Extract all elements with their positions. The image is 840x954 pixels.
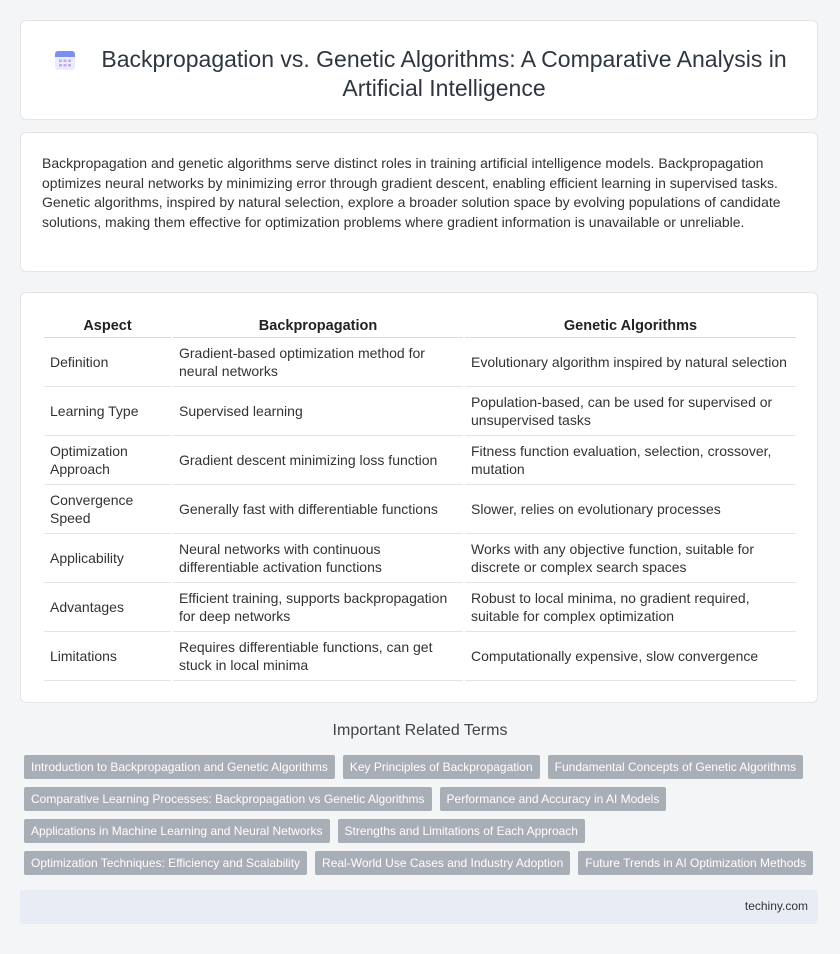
table-header-row [44, 315, 796, 338]
comparison-card [20, 292, 818, 703]
table-cell: Requires differentiable functions, can get stuck in local minima [173, 632, 463, 681]
related-terms-title: Important Related Terms [332, 722, 508, 739]
intro-text: Backpropagation and genetic algorithms serve distinct roles in training artificial intelligence models. Backpropagation optimizes neural networks by minimizing error through gradient descent, enabling efficient learning in supervised tasks. Genetic algorithms, inspired by natural selection, explore a broader solution space by evolving populations of candidate solutions, making them effective for optimization problems where gradient information is unavailable or unreliable. [42, 155, 781, 230]
table-row [44, 338, 796, 387]
header-backpropagation: Backpropagation [173, 315, 463, 338]
related-term-tag[interactable]: Key Principles of Backpropagation [343, 755, 540, 779]
table-cell: Supervised learning [173, 387, 463, 436]
header-aspect: Aspect [44, 315, 171, 338]
table-cell: Applicability [44, 534, 171, 583]
table-cell: Fitness function evaluation, selection, crossover, mutation [465, 436, 796, 485]
table-cell: Optimization Approach [44, 436, 171, 485]
page-title: Backpropagation vs. Genetic Algorithms: A Comparative Analysis in Artificial Intelligence [101, 46, 787, 101]
table-cell: Works with any objective function, suitable for discrete or complex search spaces [465, 534, 796, 583]
table-cell: Advantages [44, 583, 171, 632]
table-cell: Learning Type [44, 387, 171, 436]
table-row [44, 583, 796, 632]
table-cell: Efficient training, supports backpropagation for deep networks [173, 583, 463, 632]
table-row [44, 485, 796, 534]
table-row [44, 387, 796, 436]
related-term-tag[interactable]: Performance and Accuracy in AI Models [440, 787, 667, 811]
related-term-tag[interactable]: Fundamental Concepts of Genetic Algorithms [548, 755, 803, 779]
table-cell: Evolutionary algorithm inspired by natural selection [465, 338, 796, 387]
table-cell: Definition [44, 338, 171, 387]
table-cell: Neural networks with continuous differentiable activation functions [173, 534, 463, 583]
related-term-tag[interactable]: Applications in Machine Learning and Neural Networks [24, 819, 330, 843]
related-term-tag[interactable]: Strengths and Limitations of Each Approach [338, 819, 585, 843]
table-cell: Convergence Speed [44, 485, 171, 534]
table-cell: Generally fast with differentiable functions [173, 485, 463, 534]
table-row [44, 632, 796, 681]
table-row [44, 534, 796, 583]
footer-site-link[interactable]: techiny.com [744, 899, 808, 913]
related-term-tag[interactable]: Real-World Use Cases and Industry Adoption [315, 851, 570, 875]
table-cell: Gradient descent minimizing loss function [173, 436, 463, 485]
footer [20, 890, 818, 924]
table-cell: Robust to local minima, no gradient required, suitable for complex optimization [465, 583, 796, 632]
table-row [44, 436, 796, 485]
related-term-tag[interactable]: Comparative Learning Processes: Backpropagation vs Genetic Algorithms [24, 787, 432, 811]
title-card [20, 20, 818, 120]
related-term-tag[interactable]: Introduction to Backpropagation and Genetic Algorithms [24, 755, 335, 779]
table-cell: Computationally expensive, slow convergence [465, 632, 796, 681]
table-cell: Gradient-based optimization method for neural networks [173, 338, 463, 387]
table-cell: Limitations [44, 632, 171, 681]
comparison-table [42, 315, 798, 681]
related-terms-list [24, 755, 824, 883]
related-term-tag[interactable]: Future Trends in AI Optimization Methods [578, 851, 813, 875]
intro-card [20, 132, 818, 272]
header-genetic-algorithms: Genetic Algorithms [465, 315, 796, 338]
table-cell: Population-based, can be used for supervised or unsupervised tasks [465, 387, 796, 436]
related-term-tag[interactable]: Optimization Techniques: Efficiency and Scalability [24, 851, 307, 875]
table-cell: Slower, relies on evolutionary processes [465, 485, 796, 534]
